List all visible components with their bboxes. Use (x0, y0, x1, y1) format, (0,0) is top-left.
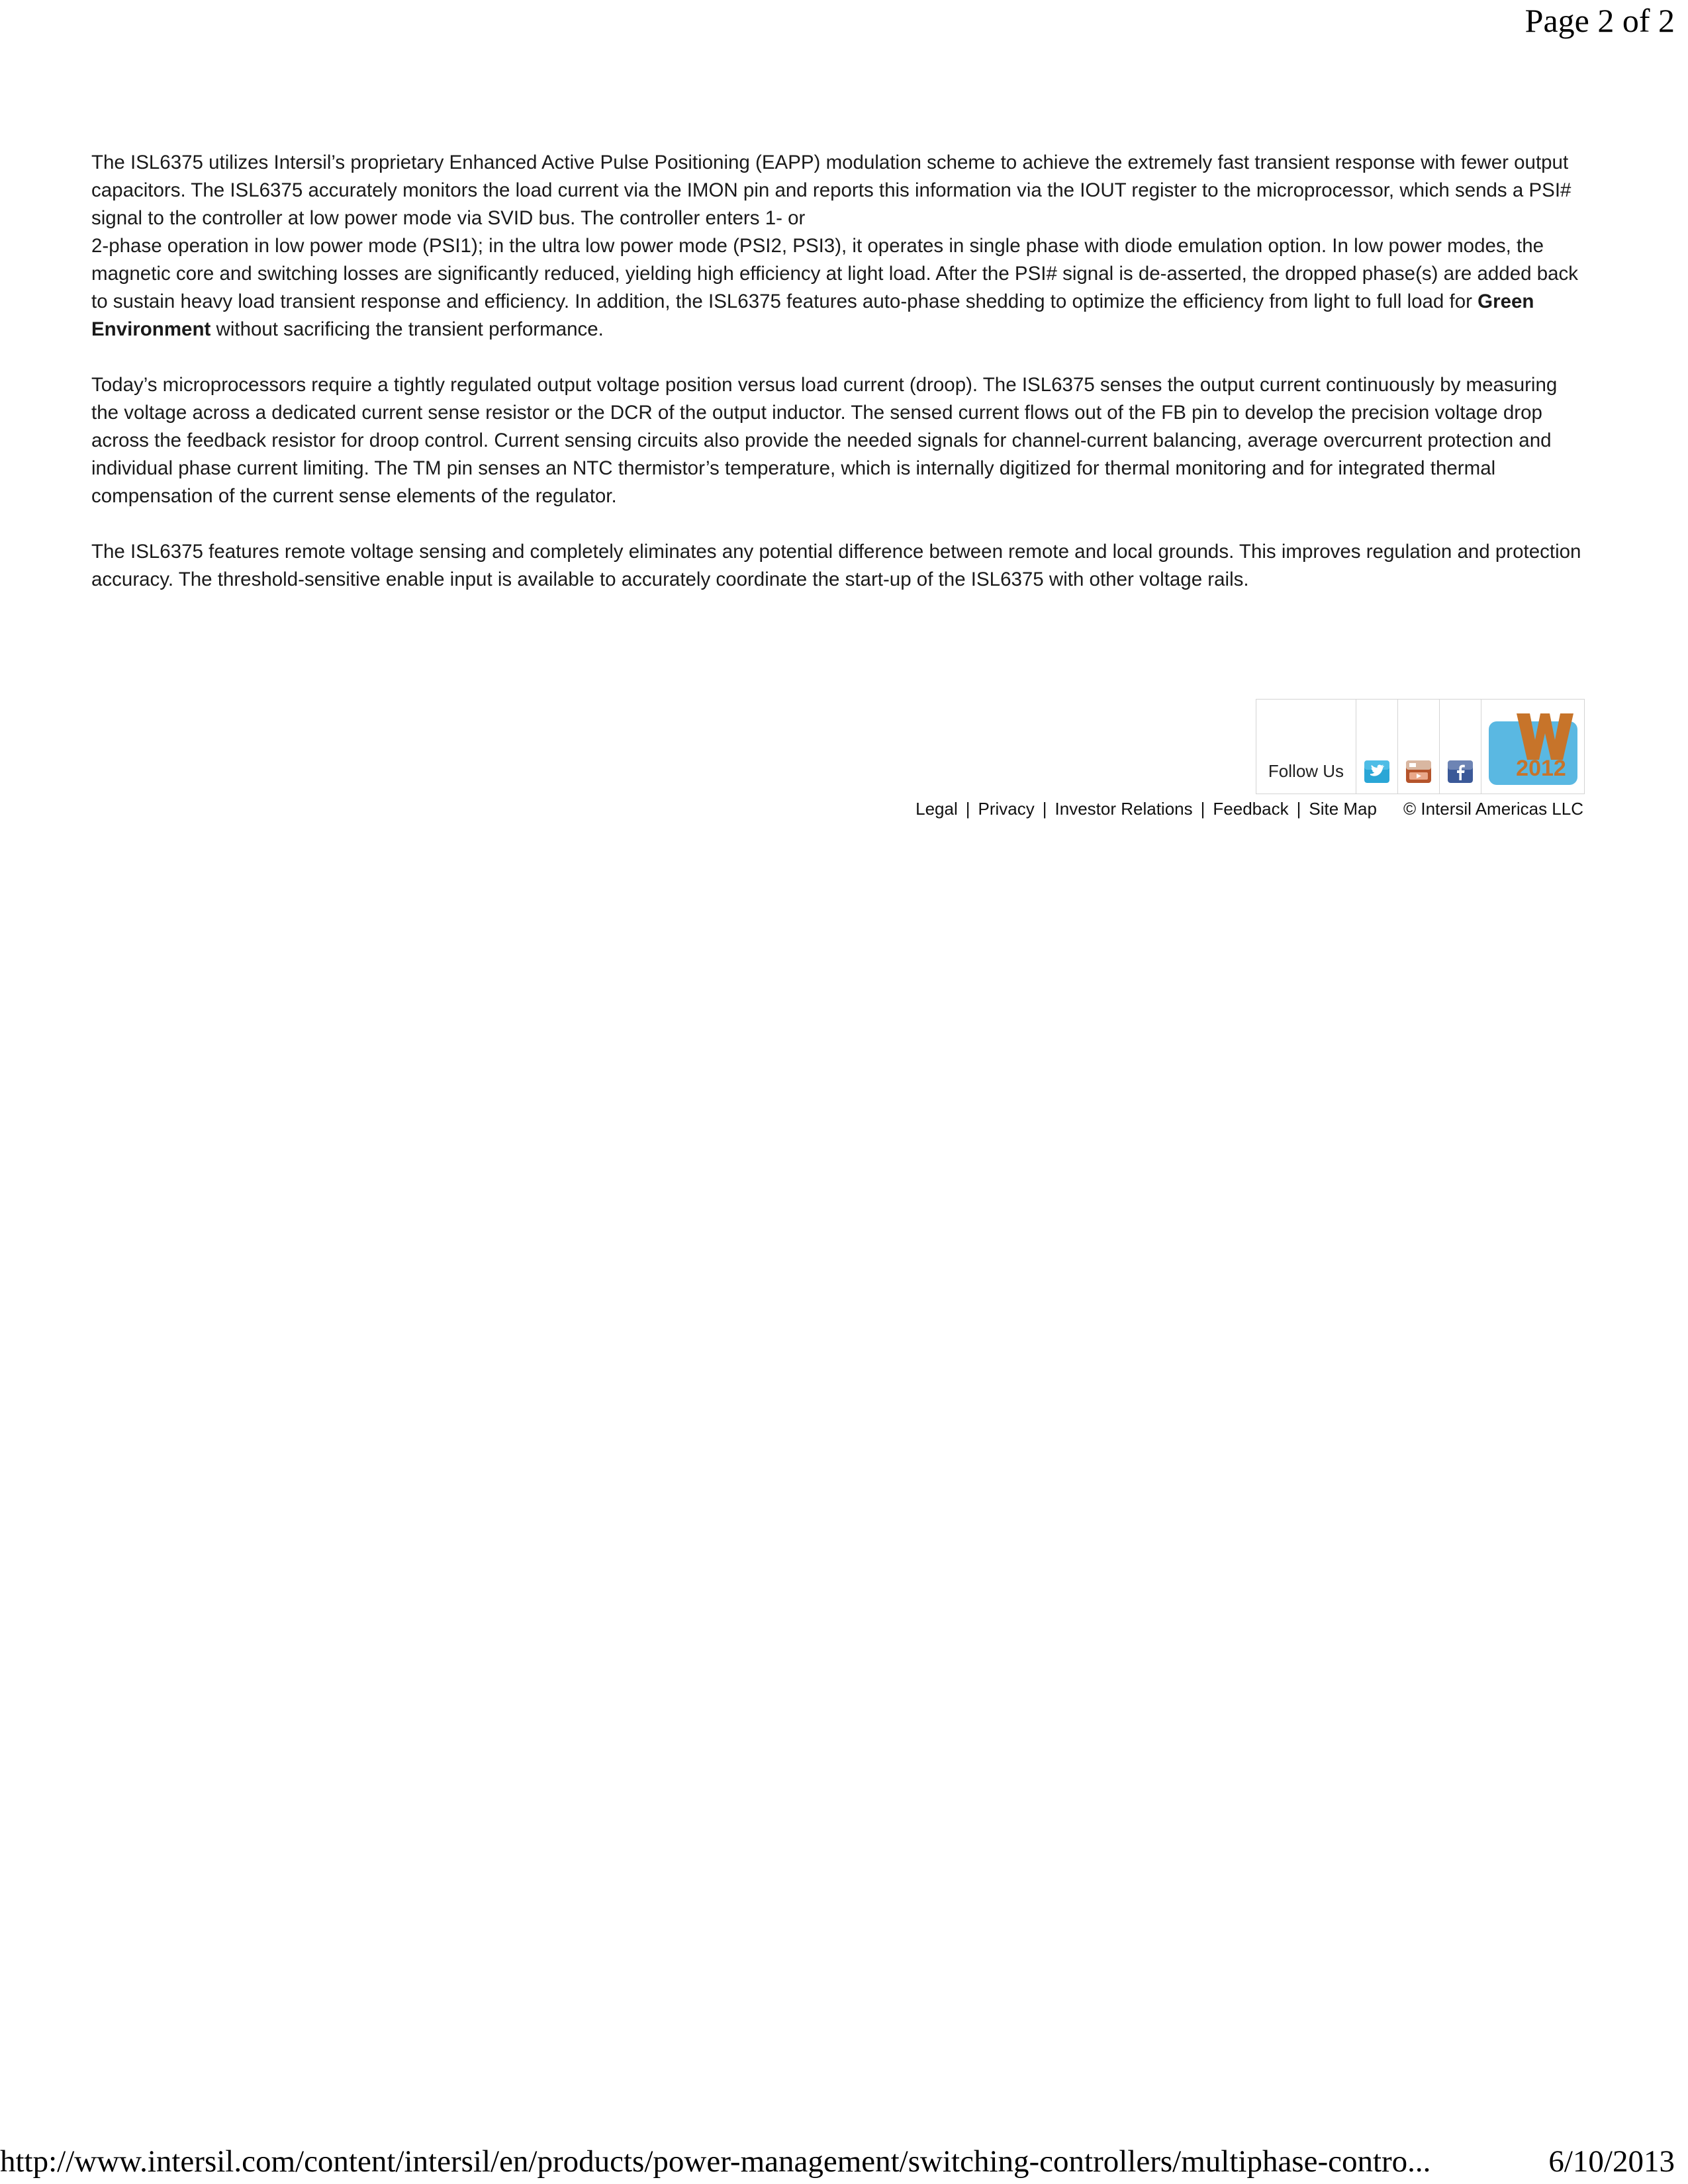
youtube-icon (1406, 760, 1431, 783)
footer-link-feedback[interactable]: Feedback (1213, 799, 1289, 819)
footer-link-site-map[interactable]: Site Map (1309, 799, 1377, 819)
paragraph-droop: Today’s microprocessors require a tightly regulated output voltage position versus load current (droop). The ISL6375 senses the output current continuously by measuring the voltage across a dedicated current sense resistor or the DCR of the output inductor. The sensed current flows out of the FB pin to develop the precision voltage drop across the feedback resistor for droop control. Current sensing circuits also provide the needed signals for channel-current balancing, average overcurrent protection and individual phase current limiting. The TM pin senses an NTC thermistor’s temperature, which is internally digitized for thermal monitoring and for integrated thermal compensation of the current sense elements of the regulator. (91, 374, 1558, 507)
twitter-icon (1364, 760, 1389, 783)
footer-link-privacy[interactable]: Privacy (978, 799, 1035, 819)
paragraph-modulation (91, 149, 1587, 343)
footer-link-investor-relations[interactable]: Investor Relations (1055, 799, 1193, 819)
facebook-link[interactable] (1439, 700, 1481, 794)
green-environment-emphasis: Green Environment (91, 291, 1534, 340)
print-footer-url: http://www.intersil.com/content/intersil/en/products/power-management/switching-controllers/multiphase-contro... (0, 2144, 1431, 2179)
award-year: 2012 (1515, 756, 1566, 781)
print-footer (0, 2142, 1675, 2181)
webaward-2012-logo (1487, 707, 1579, 786)
print-footer-date: 6/10/2013 (1548, 2144, 1675, 2179)
footer-separator: | (1042, 799, 1047, 819)
footer-separator: | (1200, 799, 1205, 819)
webaward-link[interactable] (1481, 700, 1584, 794)
paragraph-remote-sensing: The ISL6375 features remote voltage sensing and completely eliminates any potential difference between remote and local grounds. This improves regulation and protection accuracy. The threshold-sensitive enable input is available to accurately coordinate the start-up of the ISL6375 with other voltage rails. (91, 541, 1581, 590)
paragraph-modulation-part3: without sacrificing the transient performance. (211, 318, 604, 340)
paragraph-modulation-part1: The ISL6375 utilizes Intersil’s proprietary Enhanced Active Pulse Positioning (EAPP) modulation scheme to achieve the extremely fast transient response with fewer output capacitors. The ISL6375 accurately monitors the load current via the IMON pin and reports this information via the IOUT register to the microprocessor, which sends a PSI# signal to the controller at low power mode via SVID bus. The controller enters 1- or (91, 152, 1571, 229)
print-page-number: Page 2 of 2 (1524, 2, 1675, 39)
copyright-notice: © Intersil Americas LLC (1403, 799, 1583, 819)
footer-link-legal[interactable]: Legal (915, 799, 958, 819)
follow-us-label: Follow Us (1268, 761, 1344, 781)
follow-us-bar (1256, 699, 1585, 794)
twitter-link[interactable] (1356, 700, 1397, 794)
product-description (91, 149, 1587, 621)
youtube-link[interactable] (1397, 700, 1439, 794)
footer-separator: | (1296, 799, 1301, 819)
facebook-icon (1448, 760, 1473, 783)
footer-links (915, 796, 1583, 822)
paragraph-modulation-part2: 2-phase operation in low power mode (PSI1); in the ultra low power mode (PSI2, PSI3), it operates in single phase with diode emulation option. In low power modes, the magnetic core and switching losses are significantly reduced, yielding high efficiency at light load. After the PSI# signal is de-asserted, the dropped phase(s) are added back to sustain heavy load transient response and efficiency. In addition, the ISL6375 features auto-phase shedding to optimize the efficiency from light to full load for (91, 235, 1579, 312)
footer-separator: | (965, 799, 970, 819)
